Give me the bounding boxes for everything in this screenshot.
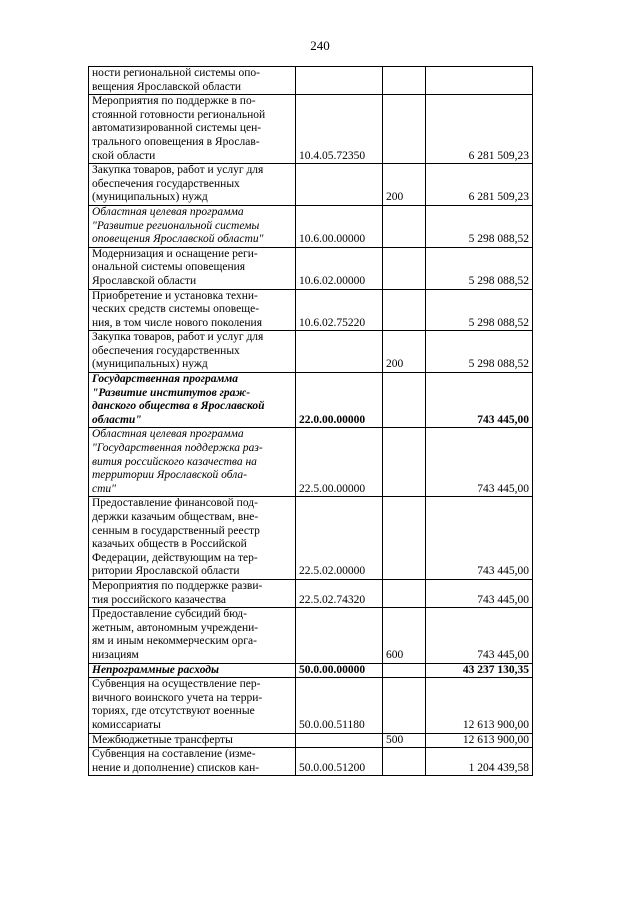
target-code-cell: 22.0.00.00000 (296, 373, 383, 428)
expense-name-cell (89, 205, 296, 247)
expense-name-line: оповещения Ярославской области" (92, 233, 264, 246)
expense-name-line: Государственная программа (92, 373, 239, 386)
table-row (89, 748, 533, 776)
table-row (89, 678, 533, 733)
table-row (89, 67, 533, 95)
amount-cell: 1 204 439,58 (426, 748, 533, 776)
table-row (89, 95, 533, 164)
expense-name-line: тия российского казачества (92, 593, 226, 606)
target-code-cell: 10.6.02.00000 (296, 247, 383, 289)
expense-name-line: ональной системы оповещения (92, 261, 246, 274)
amount-cell: 5 298 088,52 (426, 331, 533, 373)
expense-name-cell (89, 95, 296, 164)
expense-name-cell (89, 331, 296, 373)
expense-name-line: ческих средств системы оповеще- (92, 303, 260, 316)
target-code-cell: 22.5.02.74320 (296, 579, 383, 607)
expense-type-cell (383, 428, 426, 497)
target-code-cell (296, 164, 383, 206)
expense-name-line: обеспечения государственных (92, 177, 240, 190)
table-row (89, 733, 533, 748)
expense-name-line: "Государственная поддержка раз- (92, 442, 263, 455)
page-number: 240 (310, 38, 330, 53)
expense-name-cell (89, 428, 296, 497)
table-row (89, 579, 533, 607)
table-row (89, 428, 533, 497)
expense-name-line: автоматизированной системы цен- (92, 122, 262, 135)
expense-type-cell (383, 95, 426, 164)
expense-name-line: Предоставление субсидий бюд- (92, 608, 247, 621)
expense-name-line: вития российского казачества на (92, 455, 257, 468)
target-code-cell: 50.0.00.51200 (296, 748, 383, 776)
amount-cell: 5 298 088,52 (426, 247, 533, 289)
amount-cell: 743 445,00 (426, 497, 533, 580)
expense-type-cell: 500 (383, 733, 426, 748)
table-row (89, 247, 533, 289)
expense-name-line: Непрограммные расходы (92, 663, 219, 676)
expense-name-line: ям и иным некоммерческим орга- (92, 635, 257, 648)
expense-name-cell (89, 67, 296, 95)
expense-type-cell (383, 67, 426, 95)
expense-type-cell: 200 (383, 164, 426, 206)
expense-name-line: области" (92, 413, 142, 426)
target-code-cell: 50.0.00.51180 (296, 678, 383, 733)
expense-name-cell (89, 748, 296, 776)
amount-cell: 6 281 509,23 (426, 95, 533, 164)
table-row (89, 289, 533, 331)
expense-name-line: Модернизация и оснащение реги- (92, 247, 258, 260)
amount-cell (426, 67, 533, 95)
expense-name-line: Закупка товаров, работ и услуг для (92, 331, 264, 344)
expense-name-line: ской области (92, 149, 156, 162)
table-row (89, 331, 533, 373)
expense-type-cell (383, 205, 426, 247)
amount-cell: 5 298 088,52 (426, 289, 533, 331)
expense-name-cell (89, 663, 296, 678)
expense-name-line: Федерации, действующим на тер- (92, 551, 258, 564)
table-row (89, 373, 533, 428)
table-row (89, 608, 533, 663)
expense-name-line: казачьих обществ в Российской (92, 538, 247, 551)
expense-name-cell (89, 247, 296, 289)
expense-name-line: "Развитие институтов граж- (92, 386, 251, 399)
table-row (89, 164, 533, 206)
table-row (89, 663, 533, 678)
expense-name-cell (89, 608, 296, 663)
expense-name-line: Предоставление финансовой под- (92, 497, 258, 510)
expense-name-cell (89, 733, 296, 748)
expense-name-line: Мероприятия по поддержке разви- (92, 579, 263, 592)
expense-type-cell (383, 678, 426, 733)
expense-type-cell (383, 247, 426, 289)
expense-name-line: (муниципальных) нужд (92, 191, 208, 204)
target-code-cell (296, 733, 383, 748)
target-code-cell: 22.5.00.00000 (296, 428, 383, 497)
target-code-cell: 10.6.02.75220 (296, 289, 383, 331)
expense-name-line: "Развитие региональной системы (92, 219, 260, 232)
expense-name-line: вичного воинского учета на терри- (92, 691, 263, 704)
expense-name-line: Ярославской области (92, 274, 197, 287)
expense-name-cell (89, 579, 296, 607)
expense-type-cell (383, 748, 426, 776)
target-code-cell (296, 67, 383, 95)
expense-name-line: Субвенция на осуществление пер- (92, 678, 261, 691)
expense-name-line: трального оповещения в Ярослав- (92, 135, 260, 148)
expense-name-line: Областная целевая программа (92, 428, 244, 441)
expense-name-line: ториях, где отсутствуют военные (92, 705, 255, 718)
target-code-cell: 50.0.00.00000 (296, 663, 383, 678)
target-code-cell: 10.6.00.00000 (296, 205, 383, 247)
expense-name-line: территории Ярославской обла- (92, 469, 247, 482)
expense-name-cell (89, 678, 296, 733)
expense-type-cell (383, 663, 426, 678)
expense-name-line: держки казачьим обществам, вне- (92, 511, 259, 523)
expense-name-line: комиссариаты (92, 718, 161, 731)
expense-name-line: стоянной готовности региональной (92, 108, 266, 121)
expense-name-line: Областная целевая программа (92, 205, 244, 218)
expense-name-line: нение и дополнение) списков кан- (92, 761, 260, 774)
target-code-cell: 10.4.05.72350 (296, 95, 383, 164)
amount-cell: 12 613 900,00 (426, 678, 533, 733)
expense-name-line: ности региональной системы опо- (92, 67, 260, 79)
expense-name-cell (89, 289, 296, 331)
expense-name-line: Закупка товаров, работ и услуг для (92, 164, 264, 177)
amount-cell: 5 298 088,52 (426, 205, 533, 247)
budget-table (88, 66, 533, 776)
expense-name-line: данского общества в Ярославской (92, 400, 265, 413)
expense-name-line: ритории Ярославской области (92, 565, 240, 578)
expense-name-line: (муниципальных) нужд (92, 358, 208, 371)
amount-cell: 743 445,00 (426, 579, 533, 607)
expense-type-cell (383, 497, 426, 580)
expense-type-cell (383, 289, 426, 331)
amount-cell: 12 613 900,00 (426, 733, 533, 748)
amount-cell: 743 445,00 (426, 373, 533, 428)
target-code-cell (296, 331, 383, 373)
amount-cell: 6 281 509,23 (426, 164, 533, 206)
amount-cell: 743 445,00 (426, 608, 533, 663)
expense-name-line: Приобретение и установка техни- (92, 289, 258, 302)
expense-name-line: вещения Ярославской области (92, 80, 241, 93)
amount-cell: 43 237 130,35 (426, 663, 533, 678)
expense-name-line: Мероприятия по поддержке в по- (92, 95, 256, 108)
expense-name-cell (89, 164, 296, 206)
expense-type-cell (383, 373, 426, 428)
expense-name-line: сенным в государственный реестр (92, 524, 260, 537)
expense-name-line: низациям (92, 648, 139, 661)
amount-cell: 743 445,00 (426, 428, 533, 497)
expense-name-line: сти" (92, 482, 116, 495)
expense-name-cell (89, 497, 296, 580)
target-code-cell (296, 608, 383, 663)
budget-table-body (89, 67, 533, 776)
target-code-cell: 22.5.02.00000 (296, 497, 383, 580)
expense-name-line: обеспечения государственных (92, 344, 240, 357)
expense-type-cell (383, 579, 426, 607)
expense-type-cell: 600 (383, 608, 426, 663)
expense-name-cell (89, 373, 296, 428)
table-row (89, 205, 533, 247)
expense-name-line: Субвенция на составление (изме- (92, 748, 256, 761)
table-row (89, 497, 533, 580)
expense-type-cell: 200 (383, 331, 426, 373)
expense-name-line: ния, в том числе нового поколения (92, 316, 262, 329)
expense-name-line: жетным, автономным учреждени- (92, 621, 259, 634)
expense-name-line: Межбюджетные трансферты (92, 733, 233, 746)
